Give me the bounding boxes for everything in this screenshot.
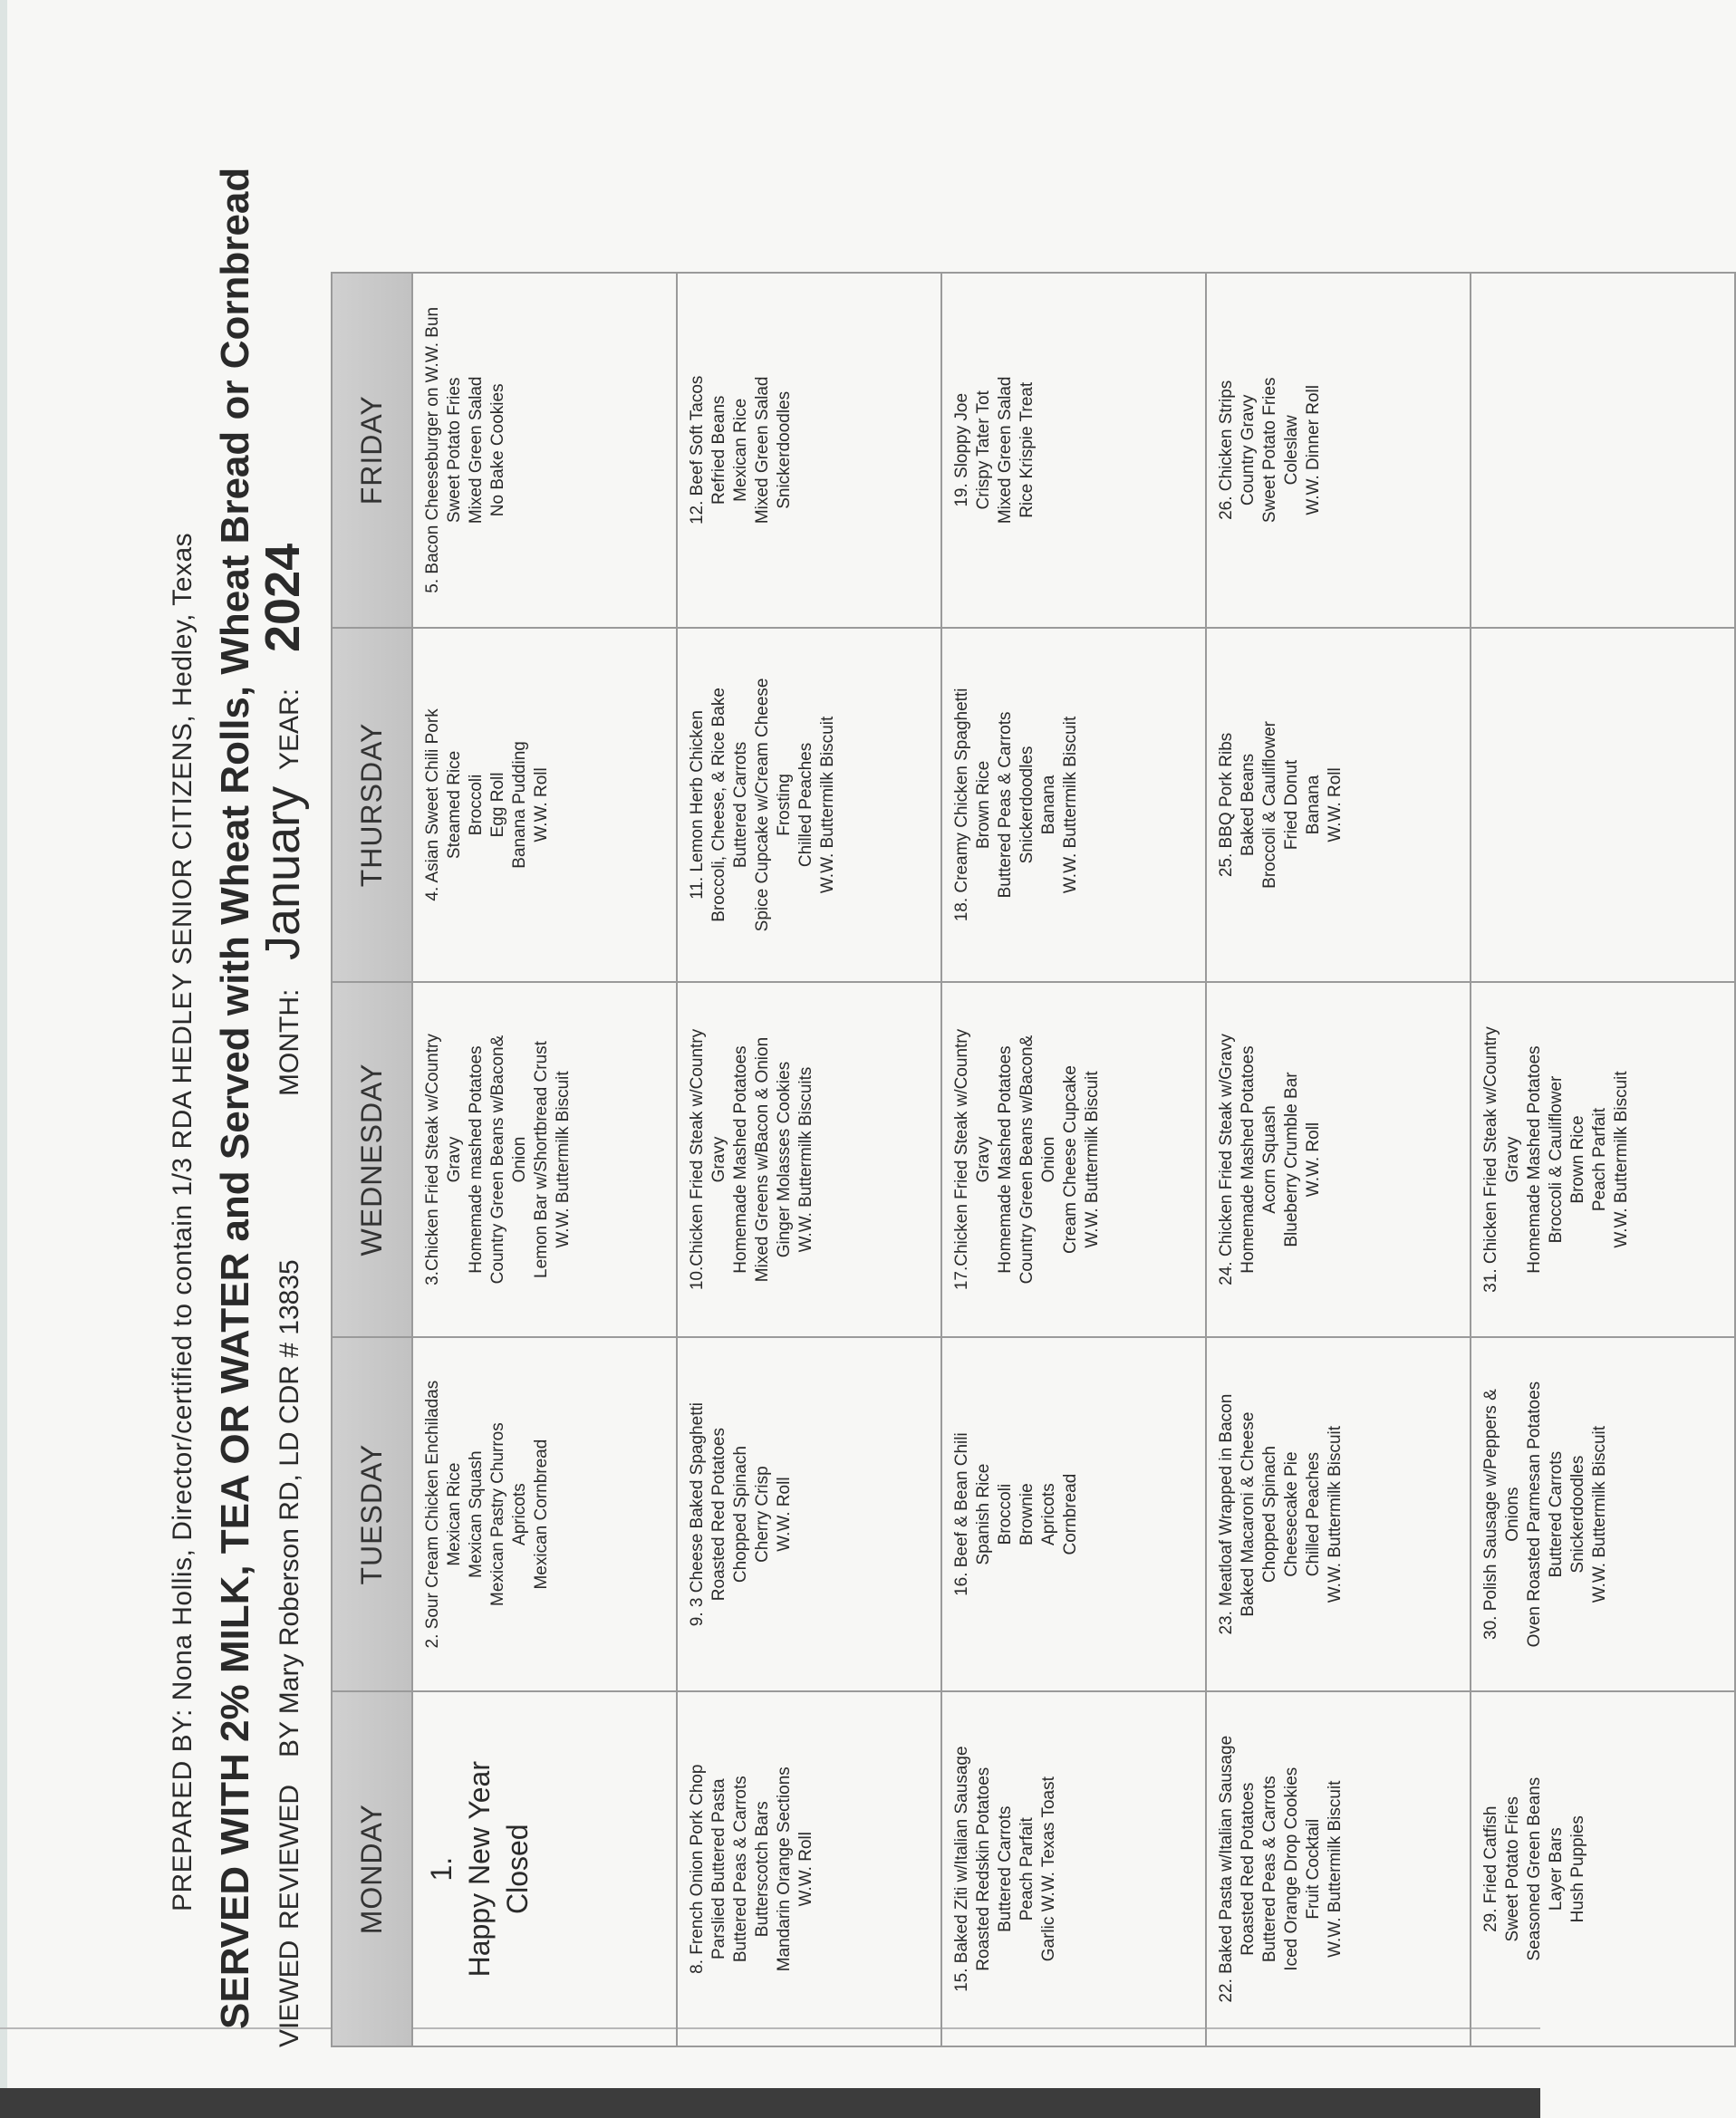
menu-item: Country Green Beans w/Bacon& [1017, 1035, 1037, 1285]
menu-item: Peach Parfait [1590, 1107, 1609, 1212]
menu-item: 16. Beef & Bean Chili [952, 1432, 971, 1596]
scan-bottom-bar [0, 2088, 1540, 2118]
week-row [1206, 273, 1471, 2046]
day-header-friday: FRIDAY [332, 273, 412, 628]
menu-item: Sweet Potato Fries [1503, 1795, 1522, 1942]
menu-item: 22. Baked Pasta w/Italian Sausage [1217, 1735, 1236, 2003]
menu-item: Spice Cupcake w/Cream Cheese [753, 678, 772, 932]
year-label: YEAR: [275, 688, 304, 770]
day-cell-friday [941, 273, 1206, 628]
menu-item: Roasted Red Potatoes [709, 1428, 728, 1602]
day-header-wednesday: WEDNESDAY [332, 982, 412, 1337]
menu-item: W.W. Roll [1304, 1122, 1323, 1198]
menu-item: 18. Creamy Chicken Spaghetti [952, 688, 971, 922]
menu-item: Mandarin Orange Sections [775, 1767, 794, 1972]
menu-item: Country Gravy [1239, 394, 1258, 506]
day-cell-friday [677, 273, 941, 628]
day-cell-tuesday [941, 1337, 1206, 1692]
day-cell-monday [941, 1691, 1206, 2046]
reviewed-label: REVIEWED [275, 1784, 304, 1930]
menu-item: Onion [510, 1136, 529, 1183]
menu-item: Buttered Peas & Carrots [1260, 1776, 1279, 1963]
menu-item: 29. Fried Catfish [1481, 1805, 1500, 1932]
menu-item: Cream Cheese Cupcake [1061, 1065, 1080, 1255]
menu-item: Brownie [1017, 1483, 1037, 1545]
menu-item: 3.Chicken Fried Steak w/Country [423, 1034, 442, 1285]
menu-item: Chilled Peaches [796, 742, 815, 868]
day-cell-thursday [1206, 628, 1471, 983]
menu-item: Mexican Cornbread [532, 1439, 551, 1590]
menu-item: Broccoli [996, 1483, 1015, 1545]
menu-item: Snickerdoodles [1568, 1455, 1587, 1574]
menu-item: W.W. Roll [775, 1477, 794, 1552]
menu-item: Apricots [510, 1483, 529, 1545]
menu-item: 11. Lemon Herb Chicken [688, 710, 707, 900]
menu-item: 8. French Onion Pork Chop [688, 1764, 707, 1974]
day-cell-wednesday [1471, 982, 1735, 1337]
menu-item: Apricots [1039, 1483, 1058, 1545]
month-label: MONTH: [275, 988, 304, 1096]
menu-item: Onion [1039, 1136, 1058, 1183]
menu-item: Homemade mashed Potatoes [467, 1045, 486, 1274]
menu-item: Butterscotch Bars [753, 1801, 772, 1938]
menu-item: Layer Bars [1547, 1827, 1566, 1911]
menu-item: Sweet Potato Fries [445, 377, 464, 524]
day-cell-wednesday [412, 982, 677, 1337]
menu-item: Frosting [775, 774, 794, 836]
menu-item: Mixed Green Salad [753, 376, 772, 525]
day-cell-thursday [1471, 628, 1735, 983]
menu-item: Homemade Mashed Potatoes [1239, 1045, 1258, 1274]
day-cell-monday [412, 1691, 677, 2046]
menu-item: Cherry Crisp [753, 1466, 772, 1563]
menu-item: Homemade Mashed Potatoes [996, 1045, 1015, 1274]
menu-calendar [331, 272, 1736, 2047]
menu-item: 2. Sour Cream Chicken Enchiladas [423, 1380, 442, 1649]
menu-item: Refried Beans [709, 395, 728, 505]
menu-item: Iced Orange Drop Cookies [1282, 1767, 1301, 1971]
menu-item: Mixed Greens w/Bacon & Onion [753, 1036, 772, 1283]
day-header-row [332, 273, 412, 2046]
day-cell-friday [1206, 273, 1471, 628]
menu-item: W.W. Buttermilk Biscuit [1061, 716, 1080, 894]
day-cell-friday [1471, 273, 1735, 628]
menu-item: Chilled Peaches [1304, 1451, 1323, 1577]
day-cell-tuesday [1471, 1337, 1735, 1692]
menu-item: Roasted Redskin Potatoes [974, 1767, 993, 1971]
menu-item: W.W. Buttermilk Biscuits [796, 1066, 815, 1253]
menu-item: Buttered Carrots [996, 1805, 1015, 1932]
day-cell-monday [677, 1691, 941, 2046]
day-cell-wednesday [941, 982, 1206, 1337]
menu-item: 25. BBQ Pork Ribs [1217, 732, 1236, 878]
menu-item: Gravy [974, 1136, 993, 1183]
menu-item: Broccoli [467, 774, 486, 836]
menu-item: W.W. Buttermilk Biscuit [818, 716, 837, 894]
menu-item: Buttered Peas & Carrots [996, 711, 1015, 899]
week-row [1471, 273, 1735, 2046]
day-header-tuesday: TUESDAY [332, 1337, 412, 1692]
menu-item: Broccoli & Cauliflower [1547, 1075, 1566, 1244]
menu-item: Rice Krispie Treat [1017, 381, 1037, 518]
day-cell-thursday [412, 628, 677, 983]
menu-item: Mexican Rice [731, 398, 750, 502]
day-cell-wednesday [1206, 982, 1471, 1337]
menu-item: Roasted Red Potatoes [1239, 1782, 1258, 1956]
menu-item: 19. Sloppy Joe [952, 392, 971, 507]
menu-item: Homemade Mashed Potatoes [731, 1045, 750, 1274]
menu-item: Onions [1503, 1487, 1522, 1542]
menu-item: Egg Roll [488, 772, 507, 838]
day-cell-monday [1471, 1691, 1735, 2046]
menu-item: Snickerdoodles [1017, 746, 1037, 864]
menu-item: Homemade Mashed Potatoes [1525, 1045, 1544, 1274]
month-value: January [256, 785, 310, 960]
week-row [941, 273, 1206, 2046]
year-value: 2024 [256, 543, 310, 652]
menu-item: Seasoned Green Beans [1525, 1776, 1544, 1961]
menu-item: W.W. Buttermilk Biscuit [1326, 1780, 1345, 1958]
menu-item: Steamed Rice [445, 750, 464, 860]
menu-item: Mexican Rice [445, 1462, 464, 1566]
menu-item: Happy New Year [463, 1761, 496, 1978]
day-cell-thursday [677, 628, 941, 983]
menu-item: Broccoli & Cauliflower [1260, 721, 1279, 889]
menu-item: W.W. Buttermilk Biscuit [1590, 1425, 1609, 1603]
menu-item: Brown Rice [1568, 1115, 1587, 1204]
menu-item: Sweet Potato Fries [1260, 377, 1279, 524]
menu-item: 24. Chicken Fried Steak w/Gravy [1217, 1034, 1236, 1285]
day-header-monday: MONDAY [332, 1691, 412, 2046]
menu-item: Hush Puppies [1568, 1815, 1587, 1923]
day-cell-tuesday [412, 1337, 677, 1692]
menu-item: W.W. Roll [532, 767, 551, 842]
menu-item: Buttered Peas & Carrots [731, 1776, 750, 1963]
menu-item: W.W. Roll [1326, 767, 1345, 842]
menu-item: 15. Baked Ziti w/Italian Sausage [952, 1746, 971, 1992]
menu-item: 26. Chicken Strips [1217, 380, 1236, 520]
menu-item: 17.Chicken Fried Steak w/Country [952, 1028, 971, 1291]
menu-item: Baked Beans [1239, 753, 1258, 856]
menu-item: Lemon Bar w/Shortbread Crust [532, 1041, 551, 1278]
menu-item: Fruit Cocktail [1304, 1818, 1323, 1920]
menu-item: 30. Polish Sausage w/Peppers & [1481, 1389, 1500, 1640]
menu-item: Mixed Green Salad [467, 376, 486, 525]
reviewed-by: BY Mary Roberson RD, LD CDR # 13835 [275, 1259, 304, 1757]
menu-item: Coleslaw [1282, 415, 1301, 486]
menu-sheet [149, 163, 1631, 2047]
menu-item: Banana [1304, 775, 1323, 835]
menu-item: Fried Donut [1282, 759, 1301, 851]
menu-item: Oven Roasted Parmesan Potatoes [1525, 1381, 1544, 1648]
day-cell-monday [1206, 1691, 1471, 2046]
menu-item: Gravy [709, 1136, 728, 1183]
menu-item: Blueberry Crumble Bar [1282, 1072, 1301, 1247]
menu-item: Acorn Squash [1260, 1105, 1279, 1214]
menu-item: Chopped Spinach [731, 1446, 750, 1584]
menu-item: Mexican Pastry Churros [488, 1422, 507, 1606]
menu-item: 10.Chicken Fried Steak w/Country [688, 1028, 707, 1291]
menu-item: Brown Rice [974, 760, 993, 849]
day-cell-thursday [941, 628, 1206, 983]
menu-item: Spanish Rice [974, 1463, 993, 1565]
menu-item: W.W. Dinner Roll [1304, 385, 1323, 515]
day-cell-wednesday [677, 982, 941, 1337]
menu-item: W.W. Roll [796, 1832, 815, 1907]
menu-item: Chopped Spinach [1260, 1446, 1279, 1584]
menu-item: Cheesecake Pie [1282, 1451, 1301, 1577]
menu-item: Buttered Carrots [1547, 1450, 1566, 1578]
scan-left-edge [0, 0, 7, 2118]
menu-item: Baked Macaroni & Cheese [1239, 1411, 1258, 1617]
menu-item: W.W. Buttermilk Biscuit [1326, 1425, 1345, 1603]
menu-item: Parslied Buttered Pasta [709, 1778, 728, 1960]
menu-item: 12. Beef Soft Tacos [688, 375, 707, 525]
day-cell-tuesday [677, 1337, 941, 1692]
menu-item: Snickerdoodles [775, 390, 794, 509]
menu-item: Closed [501, 1824, 534, 1915]
menu-item: 9. 3 Cheese Baked Spaghetti [688, 1402, 707, 1627]
menu-item: Gravy [1503, 1136, 1522, 1183]
menu-item: Cornbread [1061, 1473, 1080, 1555]
menu-item: Banana Pudding [510, 741, 529, 869]
served-with-line: SERVED WITH 2% MILK, TEA OR WATER and Served with Wheat Rolls, Wheat Bread or Cornbread [213, 167, 257, 2029]
menu-item: Ginger Molasses Cookies [775, 1061, 794, 1258]
menu-item: Buttered Carrots [731, 741, 750, 869]
menu-item: Garlic W.W. Texas Toast [1039, 1776, 1058, 1962]
menu-item: Mexican Squash [467, 1450, 486, 1578]
menu-item: W.W. Buttermilk Biscuit [1083, 1071, 1102, 1248]
menu-item: Peach Parfait [1017, 1817, 1037, 1921]
menu-item: 4. Asian Sweet Chili Pork [423, 708, 442, 901]
viewed-fragment: VIEWED [275, 1940, 304, 2047]
menu-item: 23. Meatloaf Wrapped in Bacon [1217, 1393, 1236, 1635]
day-header-thursday: THURSDAY [332, 628, 412, 983]
menu-item: 31. Chicken Fried Steak w/Country [1481, 1026, 1500, 1293]
menu-item: 5. Bacon Cheeseburger on W.W. Bun [423, 306, 442, 593]
menu-item: W.W. Buttermilk Biscuit [1612, 1071, 1631, 1248]
menu-item: No Bake Cookies [488, 383, 507, 517]
menu-item: W.W. Buttermilk Biscuit [554, 1071, 573, 1248]
menu-item: Banana [1039, 775, 1058, 835]
day-cell-tuesday [1206, 1337, 1471, 1692]
menu-item: Mixed Green Salad [996, 376, 1015, 525]
menu-item: Gravy [445, 1136, 464, 1183]
menu-item: Country Green Beans w/Bacon& [488, 1035, 507, 1285]
day-cell-friday [412, 273, 677, 628]
week-row [412, 273, 677, 2046]
week-row [677, 273, 941, 2046]
menu-item: Crispy Tater Tot [974, 390, 993, 510]
prepared-by-line: PREPARED BY: Nona Hollis, Director/certified to contain 1/3 RDA HEDLEY SENIOR CITIZENS, Hedley, Texas [168, 532, 198, 1911]
menu-item: Broccoli, Cheese, & Rice Bake [709, 688, 728, 922]
menu-item: 1. [425, 1856, 458, 1882]
